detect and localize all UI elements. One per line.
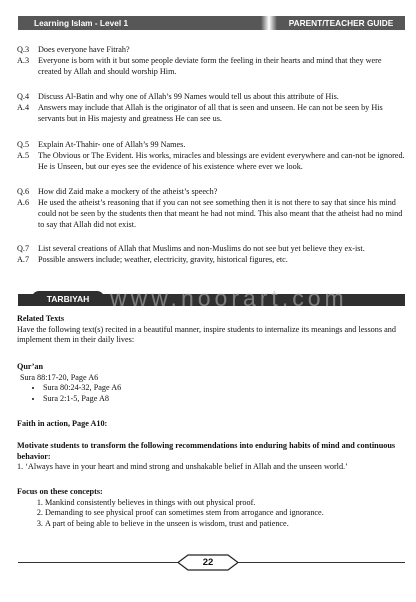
focus-list — [17, 498, 407, 530]
tarbiyah-banner — [18, 285, 405, 311]
answer-label: A.5 — [17, 151, 30, 160]
quran-first-reference: Sura 88:17-20, Page A6 — [20, 372, 99, 382]
qa-block-5 — [17, 139, 407, 172]
answer-text: Possible answers include; weather, electricity, gravity, historical figures, etc. — [38, 255, 288, 264]
answer-text: Answers may include that Allah is the originator of all that is seen and unseen. He can not be seen by His servants but in His majesty and greatness He can see us. — [38, 103, 383, 123]
answer-label: A.3 — [17, 56, 30, 65]
list-item: 1. Mankind consistently believes in things with out physical proof. — [45, 498, 407, 509]
answer-label: A.4 — [17, 103, 30, 112]
question-text: List several creations of Allah that Muslims and non-Muslims do not see but yet believe they ex-ist. — [38, 244, 365, 253]
header-separator — [261, 16, 277, 30]
page-number: 22 — [202, 557, 214, 568]
related-texts-body: Have the following text(s) recited in a beautiful manner, inspire students to internalize its meanings and lessons and implement them in their daily lives: — [17, 324, 396, 344]
answer-text: He used the atheist’s reasoning that if you can not see something then it is not there to say that since his mind could not be seen by the students then that meant he had not mind. This also meant that the atheist had no mind to say that Allah did not exist. — [38, 198, 403, 229]
qa-block-6 — [17, 186, 407, 230]
question-label: Q.7 — [17, 244, 30, 253]
banner-tab-label: TARBIYAH — [32, 291, 104, 306]
page-number-badge — [178, 554, 238, 571]
question-label: Q.4 — [17, 92, 30, 101]
question-text: Discuss Al-Batin and why one of Allah’s 99 Names would tell us about this attribute of His. — [38, 92, 339, 101]
answer-label: A.7 — [17, 255, 30, 264]
quran-reference-list — [17, 383, 407, 404]
focus-section — [17, 487, 407, 529]
answer-label: A.6 — [17, 198, 30, 207]
question-label: Q.5 — [17, 140, 30, 149]
question-text: Does everyone have Fitrah? — [38, 45, 130, 54]
question-label: Q.6 — [17, 187, 30, 196]
question-text: How did Zaid make a mockery of the atheist’s speech? — [38, 187, 218, 196]
qa-block-3 — [17, 44, 407, 77]
motivate-item: 1. ‘Always have in your heart and mind strong and unshakable belief in Allah and the unseen world.’ — [17, 462, 348, 471]
question-label: Q.3 — [17, 45, 30, 54]
watermark-text: www.noorart.com — [110, 285, 348, 311]
qa-block-7 — [17, 243, 407, 265]
focus-heading: Focus on these concepts: — [17, 487, 103, 496]
question-text: Explain At-Thahir- one of Allah’s 99 Names. — [38, 140, 186, 149]
motivate-heading: Motivate students to transform the following recommendations into enduring habits of mind and continuous behavior: — [17, 441, 396, 461]
answer-text: Everyone is born with it but some people deviate form the feeling in their hearts and mind that they were created by Allah and should worship Him. — [38, 56, 382, 76]
list-item: • Sura 2:1-5, Page A8 — [43, 394, 407, 405]
page-header — [18, 16, 405, 30]
header-book-title: Learning Islam - Level 1 — [18, 16, 261, 30]
header-guide-label: PARENT/TEACHER GUIDE — [277, 16, 405, 30]
list-item: • Sura 80:24-32, Page A6 — [43, 383, 407, 394]
related-texts-section — [17, 314, 407, 346]
answer-text: The Obvious or The Evident. His works, miracles and blessings are evident everywhere and can-not be ignored. He is Unseen, but our eyes see the evidence of his existence where ever we look. — [38, 151, 405, 171]
quran-heading: Qur’an — [17, 362, 44, 371]
qa-block-4 — [17, 91, 407, 124]
list-item: 3. A part of being able to believe in the unseen is wisdom, trust and patience. — [45, 519, 407, 530]
motivate-section — [17, 441, 407, 473]
list-item: 2. Demanding to see physical proof can sometimes stem from arrogance and ignorance. — [45, 508, 407, 519]
faith-in-action-heading: Faith in action, Page A10: — [17, 419, 108, 428]
quran-section — [17, 362, 407, 404]
related-texts-heading: Related Texts — [17, 314, 65, 323]
